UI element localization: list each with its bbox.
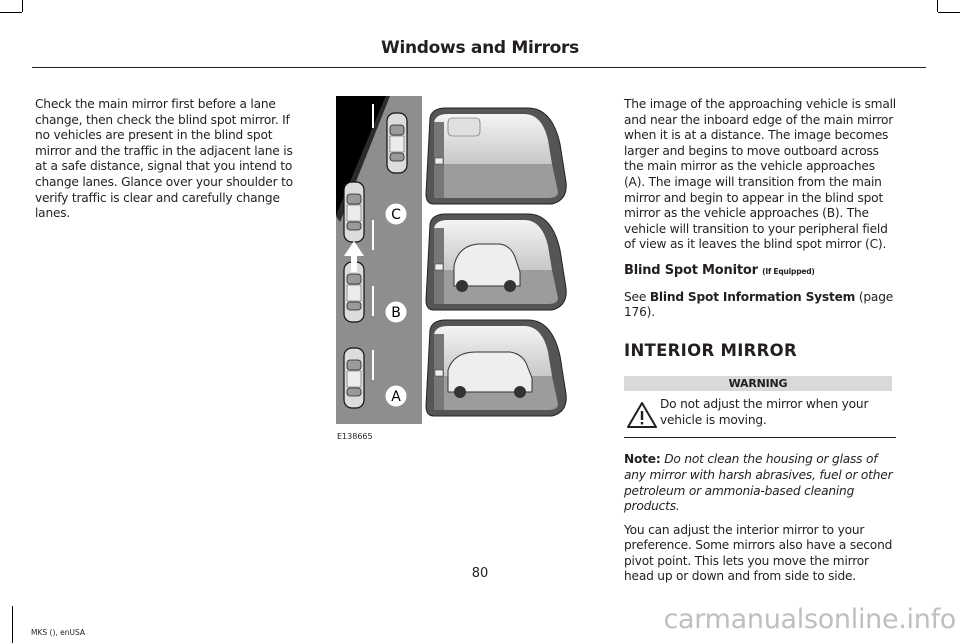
right-column (624, 97, 896, 593)
see-prefix: See (624, 289, 647, 304)
interior-mirror-heading: INTERIOR MIRROR (624, 340, 797, 360)
note-paragraph (624, 452, 896, 514)
side-mirror-icon-b (426, 214, 566, 310)
note-label: Note: (624, 452, 661, 467)
page-title: Windows and Mirrors (381, 38, 579, 58)
warning-triangle-icon (626, 401, 658, 429)
if-equipped-label: (If Equipped) (762, 266, 815, 276)
watermark: carmanualsonline.info (663, 604, 956, 635)
page-number: 80 (471, 566, 489, 581)
label-b: B (391, 305, 401, 321)
approach-paragraph: The image of the approaching vehicle is small and near the inboard edge of the main mirror when it is at a distance. The image becomes larger and begins to move outboard across the main mirror as the vehicle approaches (A). The image will transition from the main mirror and begin to appear in the blind spot mirror as the vehicle approaches (B). The vehicle will transition to your peripheral field of view as it leaves the blind spot mirror (C). (624, 97, 896, 252)
side-mirror-icon (426, 108, 566, 204)
figure-code: E138665 (337, 432, 373, 441)
crop-mark-top-right (938, 12, 960, 13)
crop-mark-top-left-vertical (22, 0, 23, 12)
blind-spot-heading-text: Blind Spot Monitor (624, 262, 758, 278)
header-rule (32, 67, 926, 68)
adjust-paragraph: You can adjust the interior mirror to your preference. Some mirrors also have a second pivot point. This lets you move the mirror head up or down and from side to side. (624, 522, 893, 584)
crop-mark-top-right-vertical (937, 0, 938, 12)
bsis-link[interactable]: Blind Spot Information System (649, 289, 856, 304)
warning-text: Do not adjust the mirror when your vehicle is moving. (660, 397, 869, 427)
label-c: C (391, 207, 401, 223)
left-paragraph: Check the main mirror first before a lane change, then check the blind spot mirror. If no vehicles are present in the blind spot mirror and the traffic in the adjacent lane is at a safe distance, signal that you intend to change lanes. Glance over your shoulder to verify traffic is clear and carefully change lanes. (35, 97, 293, 221)
crop-mark-top-left (0, 12, 22, 13)
see-reference (624, 290, 896, 321)
see-suffix: (page 176). (624, 289, 894, 320)
label-a: A (391, 389, 401, 405)
blind-spot-illustration (336, 96, 571, 424)
warning-bar: WARNING (624, 376, 892, 391)
note-text: Do not clean the housing or glass of any mirror with harsh abrasives, fuel or other petroleum or ammonia-based cleaning products. (624, 452, 893, 514)
warning-box (624, 391, 896, 438)
side-mirror-icon-a (426, 320, 566, 416)
blind-spot-heading (624, 263, 896, 280)
crop-mark-bottom-left (12, 606, 13, 643)
edition-label: MKS (), enUSA (31, 628, 86, 637)
blind-spot-figure (336, 96, 571, 424)
